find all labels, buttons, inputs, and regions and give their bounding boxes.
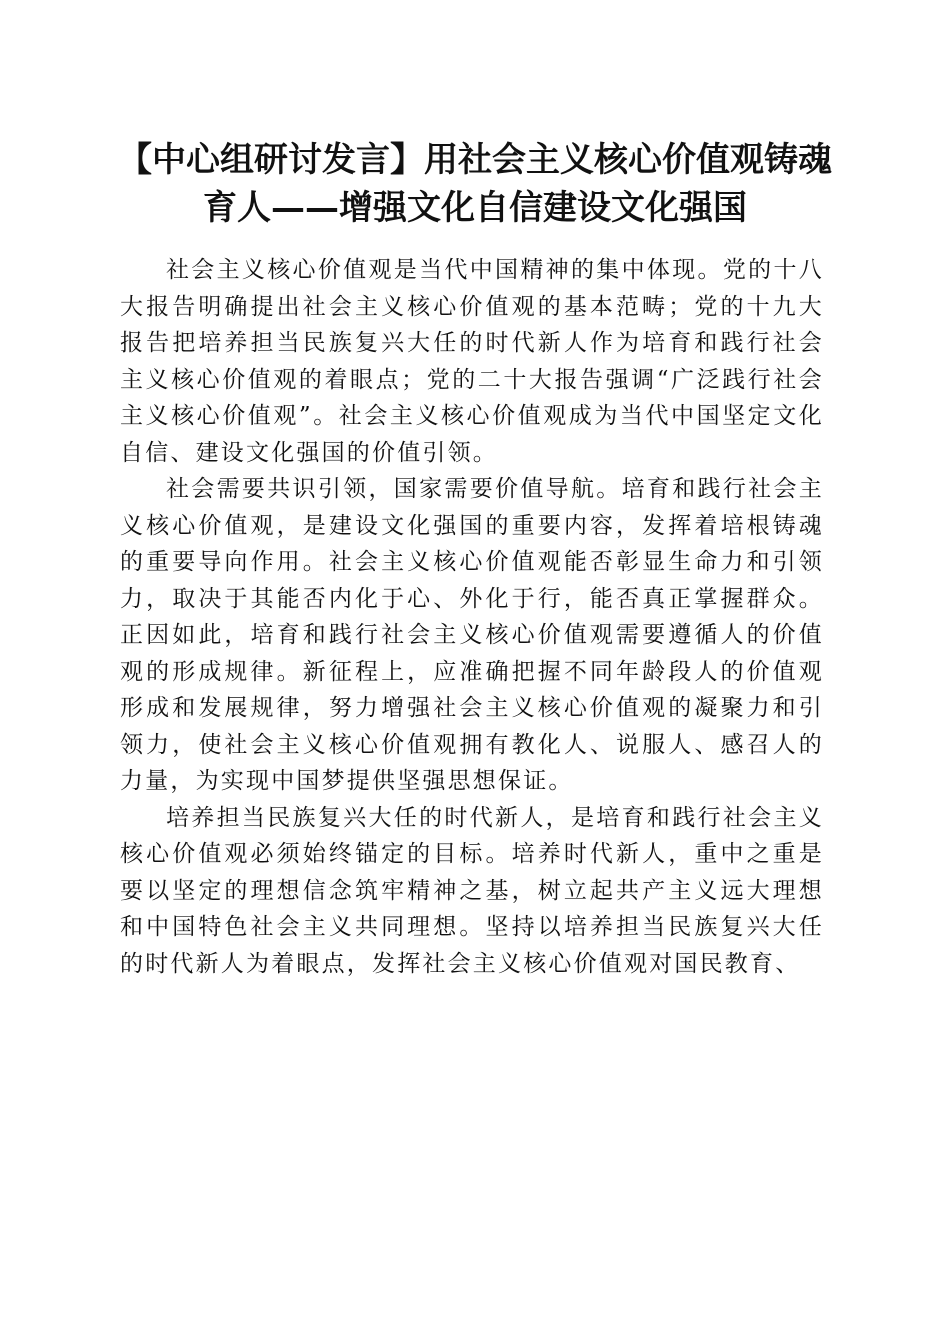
document-title: 【中心组研讨发言】用社会主义核心价值观铸魂育人——增强文化自信建设文化强国 [118,140,832,228]
paragraph-1: 社会主义核心价值观是当代中国精神的集中体现。党的十八大报告明确提出社会主义核心价值观的基本范畴；党的十九大报告把培养担当民族复兴大任的时代新人作为培育和践行社会主义核心价值观的着眼点；党的二十大报告强调“广泛践行社会主义核心价值观”。社会主义核心价值观成为当代中国坚定文化自信、建设文化强国的价值引领。 [120,257,824,466]
paragraph-3: 培养担当民族复兴大任的时代新人，是培育和践行社会主义核心价值观必须始终锚定的目标。培养时代新人，重中之重是要以坚定的理想信念筑牢精神之基，树立起共产主义远大理想和中国特色社会主义共同理想。坚持以培养担当民族复兴大任的时代新人为着眼点，发挥社会主义核心价值观对国民教育、 [120,804,824,977]
document-body [120,252,824,982]
paragraph-2: 社会需要共识引领，国家需要价值导航。培育和践行社会主义核心价值观，是建设文化强国的重要内容，发挥着培根铸魂的重要导向作用。社会主义核心价值观能否彰显生命力和引领力，取决于其能否内化于心、外化于行，能否真正掌握群众。正因如此，培育和践行社会主义核心价值观需要遵循人的价值观的形成规律。新征程上，应准确把握不同年龄段人的价值观形成和发展规律，努力增强社会主义核心价值观的凝聚力和引领力，使社会主义核心价值观拥有教化人、说服人、感召人的力量，为实现中国梦提供坚强思想保证。 [120,476,824,794]
